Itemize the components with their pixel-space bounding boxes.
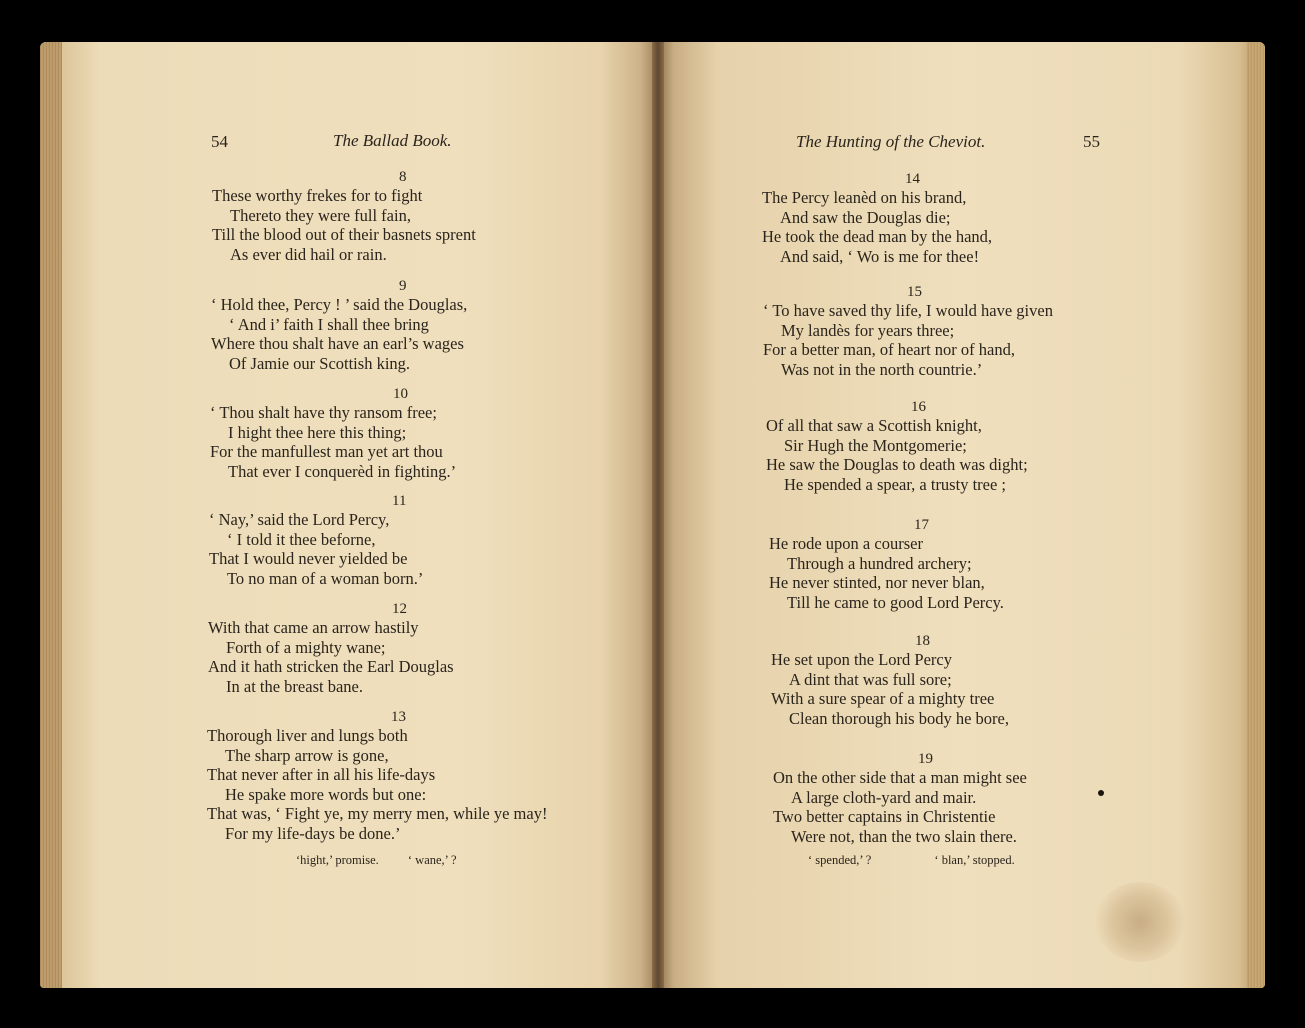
verse-line: Sir Hugh the Montgomerie; <box>784 435 967 455</box>
verse-line: He rode upon a courser <box>769 534 923 553</box>
verse-line: For my life-days be done.’ <box>225 823 401 843</box>
stanza-number: 9 <box>399 278 407 294</box>
left-running-title: The Ballad Book. <box>333 131 452 150</box>
verse-line: The Percy leanèd on his brand, <box>762 188 967 207</box>
verse-line: That ever I conquerèd in fighting.’ <box>228 461 457 481</box>
verse-line: Thorough liver and lungs both <box>207 726 408 745</box>
stanza-number: 18 <box>915 633 930 649</box>
stanza-number: 17 <box>914 517 929 533</box>
verse-line: He spended a spear, a trusty tree ; <box>784 474 1007 494</box>
verse-line: And it hath stricken the Earl Douglas <box>208 657 454 677</box>
stanza-13 <box>207 708 547 844</box>
stanza-19 <box>773 750 1027 846</box>
verse-line: That I would never yielded be <box>209 549 408 569</box>
stanza-8 <box>212 168 476 264</box>
stanza-number: 15 <box>907 284 922 300</box>
verse-line: And saw the Douglas die; <box>780 207 951 227</box>
verse-line: ‘ To have saved thy life, I would have given <box>763 301 1053 320</box>
verse-line: ‘ Thou shalt have thy ransom free; <box>210 403 437 422</box>
verse-line: Was not in the north countrie.’ <box>781 359 983 379</box>
stanza-14 <box>762 170 992 266</box>
stanza-11 <box>209 492 423 588</box>
verse-line: Thereto they were full fain, <box>230 205 411 225</box>
verse-line: ‘ I told it thee beforne, <box>227 529 376 549</box>
stanza-number: 19 <box>918 751 933 767</box>
stanza-10 <box>210 385 456 481</box>
verse-line: Of Jamie our Scottish king. <box>229 353 411 373</box>
stanza-18 <box>771 632 1009 728</box>
verse-line: To no man of a woman born.’ <box>227 568 424 588</box>
ink-spot <box>1098 790 1104 796</box>
left-footnotes <box>296 853 457 868</box>
verse-line: My landès for years three; <box>781 320 955 340</box>
verse-line: Clean thorough his body he bore, <box>789 708 1009 728</box>
stanza-17 <box>769 516 1004 612</box>
verse-line: He spake more words but one: <box>225 784 427 804</box>
right-page-edges <box>1247 42 1265 988</box>
verse-line: That was, ‘ Fight ye, my merry men, while ye may! <box>207 804 548 824</box>
verse-line: For a better man, of heart nor of hand, <box>763 340 1015 360</box>
verse-line: For the manfullest man yet art thou <box>210 442 443 462</box>
stanza-number: 16 <box>911 399 926 415</box>
stanza-number: 13 <box>391 709 406 725</box>
verse-line: As ever did hail or rain. <box>230 244 387 264</box>
stanza-16 <box>766 398 1028 494</box>
verse-line: He never stinted, nor never blan, <box>769 573 985 593</box>
left-page-edges <box>40 42 62 988</box>
stanza-number: 12 <box>392 601 407 617</box>
stanza-9 <box>211 277 467 373</box>
verse-line: On the other side that a man might see <box>773 768 1027 787</box>
verse-line: He set upon the Lord Percy <box>771 650 952 669</box>
verse-line: ‘ And i’ faith I shall thee bring <box>229 314 429 334</box>
footnote: ‘ spended,’ ? <box>808 853 872 867</box>
right-running-title: The Hunting of the Cheviot. <box>796 132 986 151</box>
footnote: ‘hight,’ promise. <box>296 853 379 867</box>
stanza-15 <box>763 283 1053 379</box>
verse-line: A dint that was full sore; <box>789 669 952 689</box>
verse-line: Till he came to good Lord Percy. <box>787 592 1004 612</box>
verse-line: That never after in all his life-days <box>207 765 436 785</box>
verse-line: Forth of a mighty wane; <box>226 637 386 657</box>
verse-line: In at the breast bane. <box>226 676 363 696</box>
verse-line: These worthy frekes for to fight <box>212 186 423 205</box>
verse-line: Were not, than the two slain there. <box>791 826 1017 846</box>
left-page-number: 54 <box>211 132 228 151</box>
stanza-number: 10 <box>393 386 408 402</box>
right-page-number: 55 <box>1083 132 1100 151</box>
verse-line: I hight thee here this thing; <box>228 422 407 442</box>
verse-line: ‘ Hold thee, Percy ! ’ said the Douglas, <box>211 295 468 314</box>
stanza-number: 11 <box>392 493 407 509</box>
right-footnotes <box>808 853 1015 868</box>
verse-line: Of all that saw a Scottish knight, <box>766 416 982 435</box>
footnote: ‘ wane,’ ? <box>407 853 457 867</box>
verse-line: He took the dead man by the hand, <box>762 227 993 247</box>
verse-line: Where thou shalt have an earl’s wages <box>211 334 464 354</box>
footnote: ‘ blan,’ stopped. <box>934 853 1015 867</box>
stanza-number: 8 <box>399 169 407 185</box>
book-gutter <box>652 42 664 988</box>
verse-line: ‘ Nay,’ said the Lord Percy, <box>209 510 390 529</box>
verse-line: Till the blood out of their basnets sprent <box>212 225 476 245</box>
verse-line: He saw the Douglas to death was dight; <box>766 455 1028 475</box>
verse-line: The sharp arrow is gone, <box>225 745 389 765</box>
verse-line: With that came an arrow hastily <box>208 618 419 637</box>
verse-line: Through a hundred archery; <box>787 553 972 573</box>
verse-line: A large cloth-yard and mair. <box>791 787 977 807</box>
stanza-number: 14 <box>905 171 920 187</box>
verse-line: With a sure spear of a mighty tree <box>771 689 995 709</box>
verse-line: And said, ‘ Wo is me for thee! <box>780 246 980 266</box>
paper-stain <box>1095 882 1185 962</box>
verse-line: Two better captains in Christentie <box>773 807 996 827</box>
stanza-12 <box>208 600 454 696</box>
